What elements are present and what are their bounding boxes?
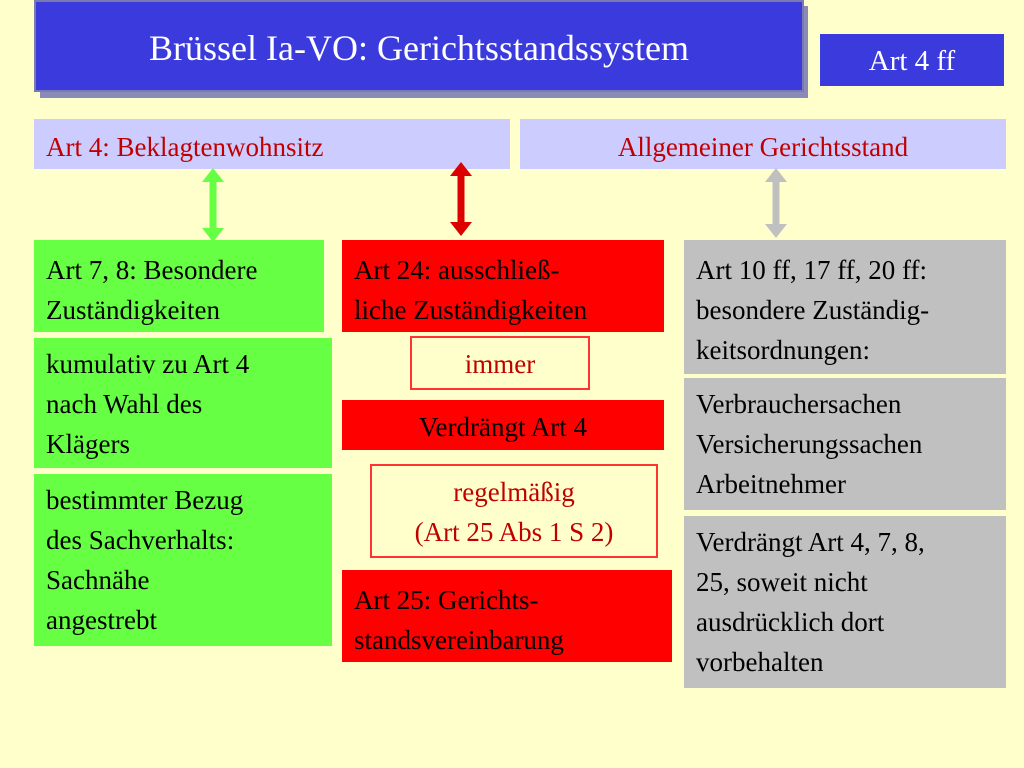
col3-top-line1: Art 10 ff, 17 ff, 20 ff:	[696, 255, 927, 285]
col1-cumulative	[34, 338, 332, 468]
col2-regel-line2: (Art 25 Abs 1 S 2)	[414, 517, 614, 547]
header-left: Art 4: Beklagtenwohnsitz	[34, 119, 510, 169]
col1-top-line2: Zuständigkeiten	[46, 295, 220, 325]
red-double-arrow-icon	[446, 162, 476, 236]
col2-exclusive-jurisdiction	[342, 240, 664, 332]
col1-bottom-line2: des Sachverhalts:	[46, 525, 235, 555]
col3-bottom-line3: ausdrücklich dort	[696, 607, 885, 637]
col3-categories	[684, 378, 1006, 510]
col1-special-jurisdiction	[34, 240, 324, 332]
col1-bottom-line3: Sachnähe	[46, 565, 150, 595]
col3-special-regimes	[684, 240, 1006, 374]
slide-title: Brüssel Ia-VO: Gerichtsstandssystem	[34, 0, 804, 92]
col2-top-line1: Art 24: ausschließ-	[354, 255, 560, 285]
col3-mid-line3: Arbeitnehmer	[696, 469, 846, 499]
col1-mid-line1: kumulativ zu Art 4	[46, 349, 250, 379]
col2-regel-line1: regelmäßig	[453, 477, 575, 507]
col2-always: immer	[410, 336, 590, 390]
col1-mid-line2: nach Wahl des	[46, 389, 203, 419]
col1-mid-line3: Klägers	[46, 429, 130, 459]
col3-bottom-line4: vorbehalten	[696, 647, 824, 677]
col2-top-line2: liche Zuständigkeiten	[354, 295, 588, 325]
col3-top-line2: besondere Zuständig-	[696, 295, 930, 325]
col1-connection	[34, 474, 332, 646]
col3-top-line3: keitsordnungen:	[696, 335, 870, 365]
col2-choice-of-court	[342, 570, 672, 662]
col2-supersedes: Verdrängt Art 4	[342, 400, 664, 450]
header-right: Allgemeiner Gerichtsstand	[520, 119, 1006, 169]
article-badge: Art 4 ff	[820, 34, 1004, 86]
col3-mid-line1: Verbrauchersachen	[696, 389, 902, 419]
col2-regularly	[370, 464, 658, 558]
col3-mid-line2: Versicherungssachen	[696, 429, 923, 459]
col2-bottom-line2: standsvereinbarung	[354, 625, 564, 655]
col3-supersedes	[684, 516, 1006, 688]
green-double-arrow-icon	[198, 168, 228, 242]
col1-bottom-line4: angestrebt	[46, 605, 157, 635]
col1-bottom-line1: bestimmter Bezug	[46, 485, 244, 515]
col3-bottom-line1: Verdrängt Art 4, 7, 8,	[696, 527, 925, 557]
col2-bottom-line1: Art 25: Gerichts-	[354, 585, 539, 615]
col1-top-line1: Art 7, 8: Besondere	[46, 255, 258, 285]
grey-double-arrow-icon	[761, 168, 791, 238]
col3-bottom-line2: 25, soweit nicht	[696, 567, 868, 597]
